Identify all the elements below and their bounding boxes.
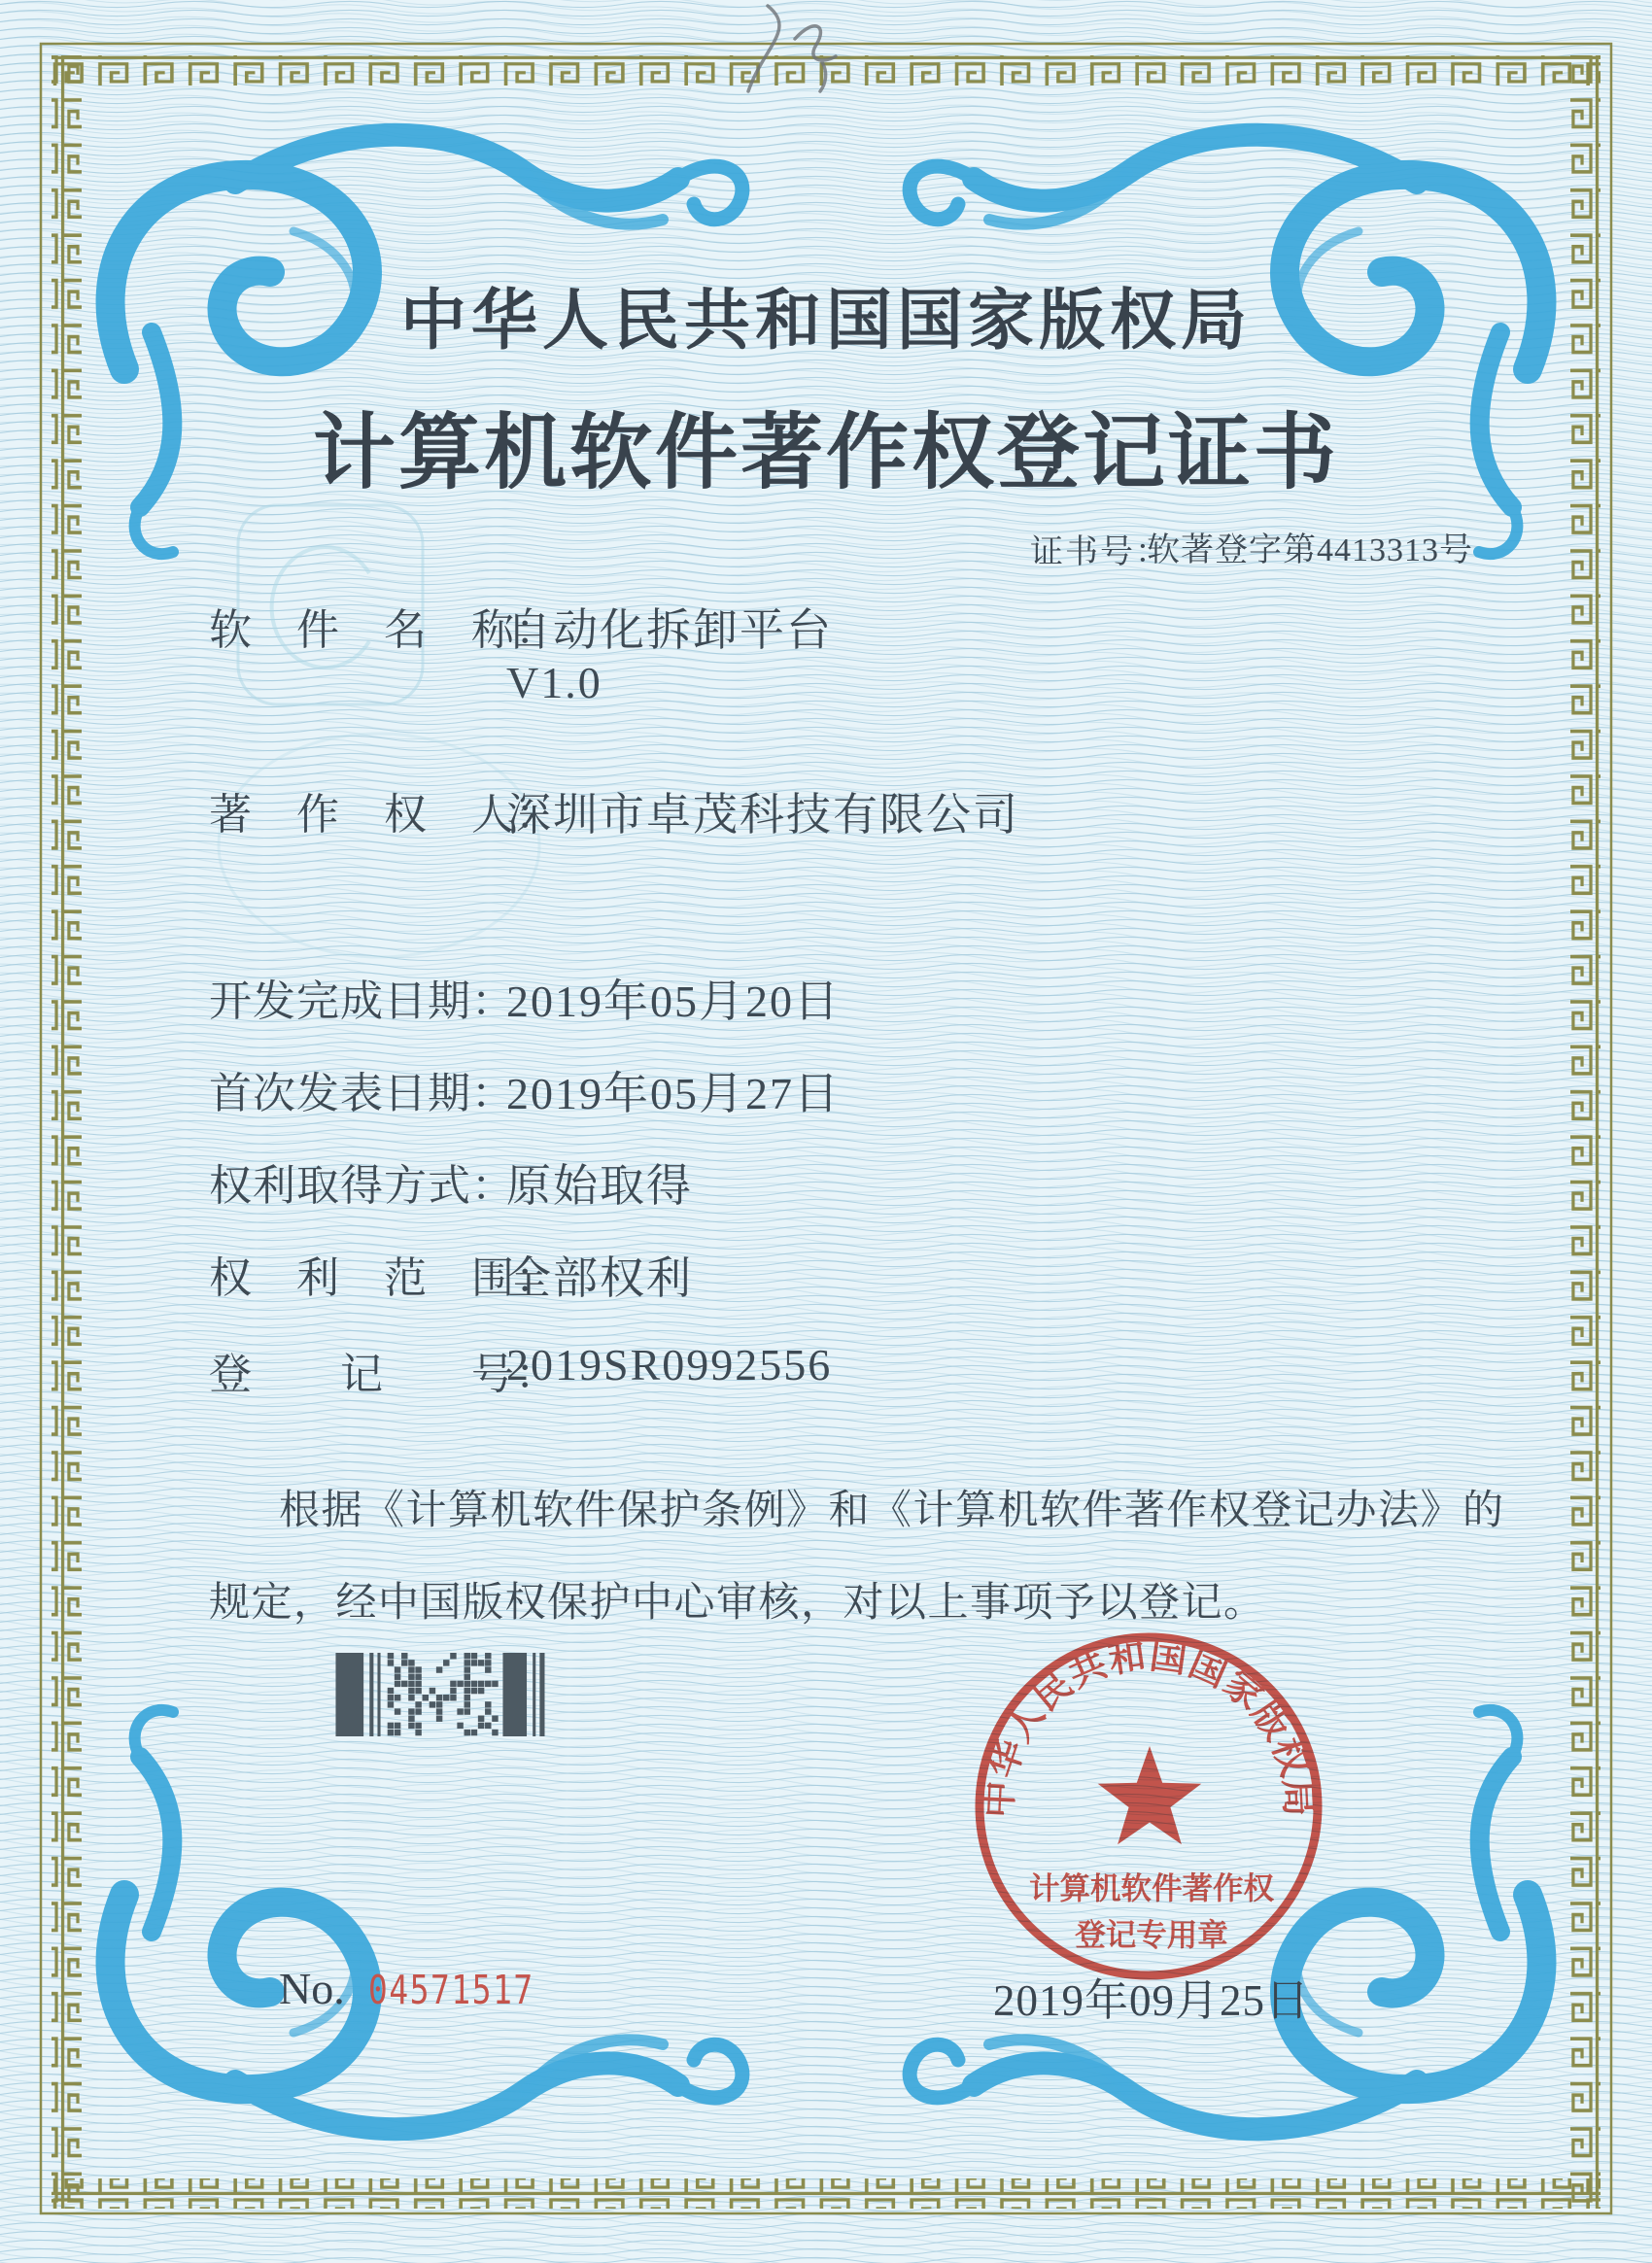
field-row-first-publication-date (0, 1058, 1652, 1116)
field-value: 2019年05月27日 (506, 1069, 841, 1118)
field-row-software-name (0, 595, 1652, 653)
authority-title: 中华人民共和国国家版权局 (399, 284, 1252, 358)
star-icon (1098, 1746, 1202, 1844)
field-label: 权利取得方式： (209, 1162, 515, 1210)
field-row-completion-date (0, 966, 1652, 1024)
barcode-2d (324, 1653, 559, 1736)
serial-row (279, 1963, 575, 2014)
field-value: 自动化拆卸平台 (506, 605, 833, 655)
seal-text-line2: 登记专用章 (1075, 1918, 1228, 1952)
field-value: 深圳市卓茂科技有限公司 (506, 790, 1019, 840)
seal-text-line1: 计算机软件著作权 (1028, 1871, 1275, 1905)
field-value: 原始取得 (506, 1161, 693, 1211)
field-label: 著 作 权 人： (209, 791, 559, 839)
field-row-rights-acquisition (0, 1150, 1652, 1209)
statement-line-2: 规定，经中国版权保护中心审核，对以上事项予以登记。 (209, 1581, 1266, 1626)
cert-number-label: 证书号： (1030, 534, 1170, 570)
field-value: 2019年05月20日 (506, 977, 841, 1026)
field-row-copyright-owner (0, 779, 1652, 838)
field-label: 权 利 范 围： (209, 1254, 559, 1302)
cert-number-value: 软著登字第4413313号 (1147, 532, 1473, 568)
field-label: 软 件 名 称： (209, 606, 559, 654)
field-row-rights-scope (0, 1243, 1652, 1301)
serial-number: 04571517 (367, 1967, 534, 2013)
field-label: 首次发表日期： (209, 1070, 515, 1117)
field-row-version (0, 657, 1652, 715)
field-label: 开发完成日期： (209, 977, 515, 1025)
field-label: 登 记 号： (209, 1351, 559, 1398)
official-seal (958, 1614, 1341, 1997)
statement-line-1: 根据《计算机软件保护条例》和《计算机软件著作权登记办法》的 (279, 1489, 1505, 1533)
field-row-registration-number (0, 1339, 1652, 1397)
field-value: 全部权利 (506, 1253, 693, 1303)
serial-label: No. (279, 1964, 345, 2013)
certificate-title: 计算机软件著作权登记证书 (312, 408, 1339, 499)
registration-number: 2019SR0992556 (506, 1340, 833, 1389)
seal-ring-text: 中华人民共和国国家版权局 (979, 1635, 1319, 1819)
issue-date: 2019年09月25日 (993, 1976, 1311, 2025)
software-version: V1.0 (506, 658, 602, 707)
